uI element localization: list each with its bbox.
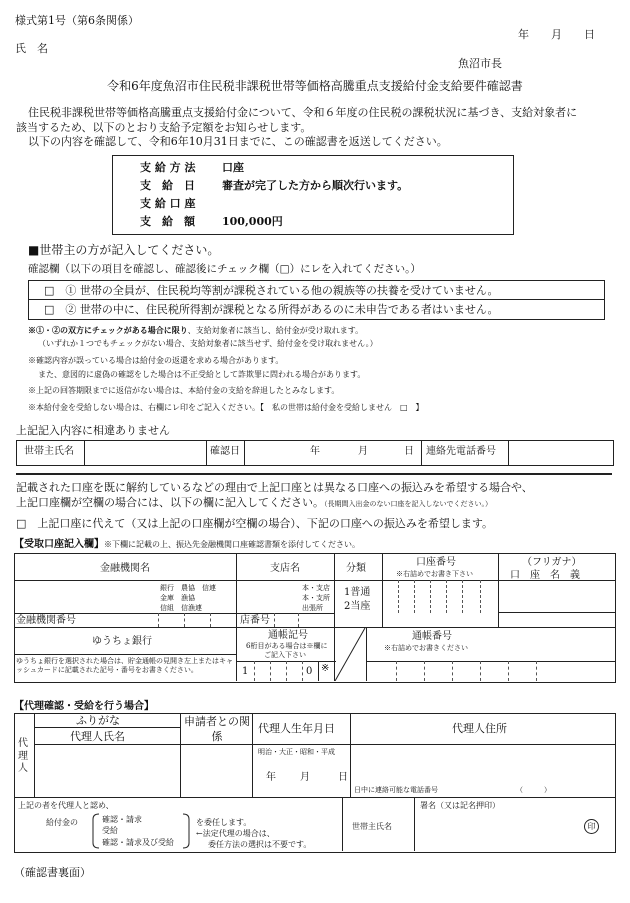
name-label: 氏 名 [15,42,48,55]
householder-heading: ■世帯主の方が記入してください。 [28,243,220,257]
daytime-phone-paren: （ ） [516,786,551,794]
kana-header: （フリガナ） [522,557,582,568]
birth-label: 代理人生年月日 [258,722,335,735]
payment-method-value: 口座 [222,161,244,174]
legal-proxy-2: 委任方法の選択は不要です。 [208,840,312,849]
account-number-note: ※右詰めでお書き下さい [396,570,473,578]
branch-types-3: 出張所 [302,604,323,612]
bank-heading [14,539,360,551]
passbook-number-note: ※右詰めでお書きください [384,644,468,652]
confirm-month: 月 [358,446,368,457]
delegate-line: 上記の者を代理人と認め、 [18,801,114,810]
note-4[interactable]: ※本給付金を受給しない場合は、右欄にレ印をご記入ください。【 私の世帯は給付金を受給しません □ 】 [28,403,424,412]
account-number-header: 口座番号 [416,557,456,568]
note-2: ※確認内容が誤っている場合は給付金の返還を求める場合があります。 [28,356,284,365]
note-3: ※上記の回答期限までに返信がない場合は、本給付金の支給を辞退したとみなします。 [28,386,340,395]
furigana-label: ふりがな [76,714,120,727]
change-line-2 [16,496,492,509]
payment-date-value: 審査が完了した方から順次行います。 [222,179,409,192]
symbol-mark: ※ [321,663,330,674]
birth-day: 日 [338,772,348,783]
note-1-sub: （いずれか１つでもチェックがない場合、支給対象者に該当せず、給付金を受け取れません。） [38,339,378,348]
check-1[interactable]: □ ① 世帯の全員が、住民税均等割が課税されている他の親族等の扶養を受けていません。 [44,284,499,297]
seal-mark: 印 [584,819,599,834]
symbol-note-2: ご記入下さい [264,651,306,659]
intro-line-1: 住民税非課税世帯等価格高騰重点支援給付金について、令和６年度の住民税の課税状況に基づき、支給対象者に [28,106,578,119]
current-option[interactable]: 2当座 [344,601,371,612]
branch-header: 支店名 [270,563,300,574]
bank-types-2: 金庫 漁協 [160,594,195,602]
option-receive[interactable]: 受給 [102,826,118,835]
householder-name-label: 世帯主氏名 [24,446,74,457]
issuer: 魚沼市長 [458,57,502,70]
proxy-side-label: 代理人 [18,738,28,774]
payment-method-label: 支 給 方 法 [140,161,196,174]
confirm-year: 年 [310,446,320,457]
proxy-name-label: 代理人氏名 [70,730,125,743]
bank-heading-title: 【受取口座記入欄】 [14,539,104,550]
footer-label: （確認書裏面） [14,866,91,879]
payment-amount-value: 100,000円 [222,215,283,228]
page-title: 令和6年度魚沼市住民税非課税世帯等価格高騰重点支援給付金支給要件確認書 [107,79,523,93]
confirm-date-label: 確認日 [210,446,240,457]
institution-header: 金融機関名 [100,563,150,574]
signature-label: 署名（又は記名押印） [420,801,500,810]
check-2[interactable]: □ ② 世帯の中に、住民税所得割が課税となる所得があるのに未申告である者はいません。 [44,303,499,316]
bank-types-3: 信組 信漁連 [160,604,202,612]
bank-types-1: 銀行 農協 信連 [160,584,216,592]
phone-label: 連絡先電話番号 [426,446,496,457]
intro-line-3: 以下の内容を確認して、令和6年10月31日までに、この確認書を返送してください。 [28,135,448,148]
delegate-text: を委任します。 [196,818,252,827]
category-header: 分類 [346,563,366,574]
payment-amount-label: 支 給 額 [140,215,195,228]
confirm-statement: 上記記入内容に相違ありません [16,424,170,437]
symbol-digit-0: 0 [306,666,313,677]
daytime-phone-label: 日中に連絡可能な電話番号 [354,786,438,794]
bank-heading-note: ※下欄に記載の上、振込先金融機関口座確認書類を添付してください。 [104,540,360,549]
option-both[interactable]: 確認・請求及び受給 [102,838,174,847]
passbook-number-label: 通帳番号 [412,631,452,642]
note-1 [28,326,363,336]
change-line-2-main: 上記口座欄が空欄の場合には、以下の欄に記入してください。 [16,496,324,509]
left-bracket [92,813,100,849]
branch-types-1: 本・支店 [302,584,330,592]
householder-instruction: 確認欄（以下の項目を確認し、確認後にチェック欄（□）にレを入れてください。） [28,263,421,275]
benefit-label: 給付金の [46,818,78,827]
relation-label: 申請者との関係 [184,715,250,743]
institution-code-label: 金融機関番号 [16,615,76,626]
yucho-note: ゆうちょ銀行を選択された場合は、貯金通帳の見開き左上またはキャッシュカードに記載された記号・番号をお書きください。 [16,657,233,675]
ordinary-option[interactable]: 1普通 [344,587,371,598]
note-1-rest: 、支給対象者に該当し、給付金が受け取れます。 [187,326,364,335]
proxy-heading: 【代理確認・受給を行う場合】 [14,701,154,712]
birth-month: 月 [300,772,310,783]
change-line-1: 記載された口座を既に解約しているなどの理由で上記口座とは異なる口座への振込みを希望する場合や、 [16,481,533,494]
payment-account-label: 支 給 口 座 [140,197,196,210]
change-line-2-small: （長期間入出金のない口座を記入しないでください。） [324,500,492,508]
option-confirm[interactable]: 確認・請求 [102,815,142,824]
era-options[interactable]: 明治・大正・昭和・平成 [258,748,335,756]
intro-line-2: 該当するため、以下のとおり支給予定額をお知らせします。 [16,121,312,134]
yucho-label: ゆうちょ銀行 [92,636,152,647]
symbol-digit-1: 1 [242,666,249,677]
note-1-bold: ※①・②の双方にチェックがある場合に限り [28,325,188,335]
holder-header: 口 座 名 義 [510,570,580,581]
form-number: 様式第1号（第6条関係） [15,14,139,27]
right-bracket [182,813,190,849]
symbol-note-1: 6桁目がある場合は※欄に [246,642,328,650]
confirm-day: 日 [404,446,414,457]
date-field: 年 月 日 [518,28,595,41]
passbook-symbol-label: 通帳記号 [268,630,308,641]
branch-code-label: 店番号 [240,615,270,626]
change-checkbox[interactable]: □ 上記口座に代えて（又は上記の口座欄が空欄の場合）、下記の口座への振込みを希望します。 [16,517,494,530]
birth-year: 年 [266,772,276,783]
proxy-householder-name-label: 世帯主氏名 [352,822,392,831]
note-2-sub: また、意図的に虚偽の確認をした場合は不正受給として詐欺罪に問われる場合があります。 [38,370,366,379]
address-label: 代理人住所 [452,722,507,735]
legal-proxy-1: ←法定代理の場合は、 [196,829,275,838]
branch-types-2: 本・支所 [302,594,330,602]
diagonal-slash [335,628,366,681]
payment-date-label: 支 給 日 [140,179,195,192]
